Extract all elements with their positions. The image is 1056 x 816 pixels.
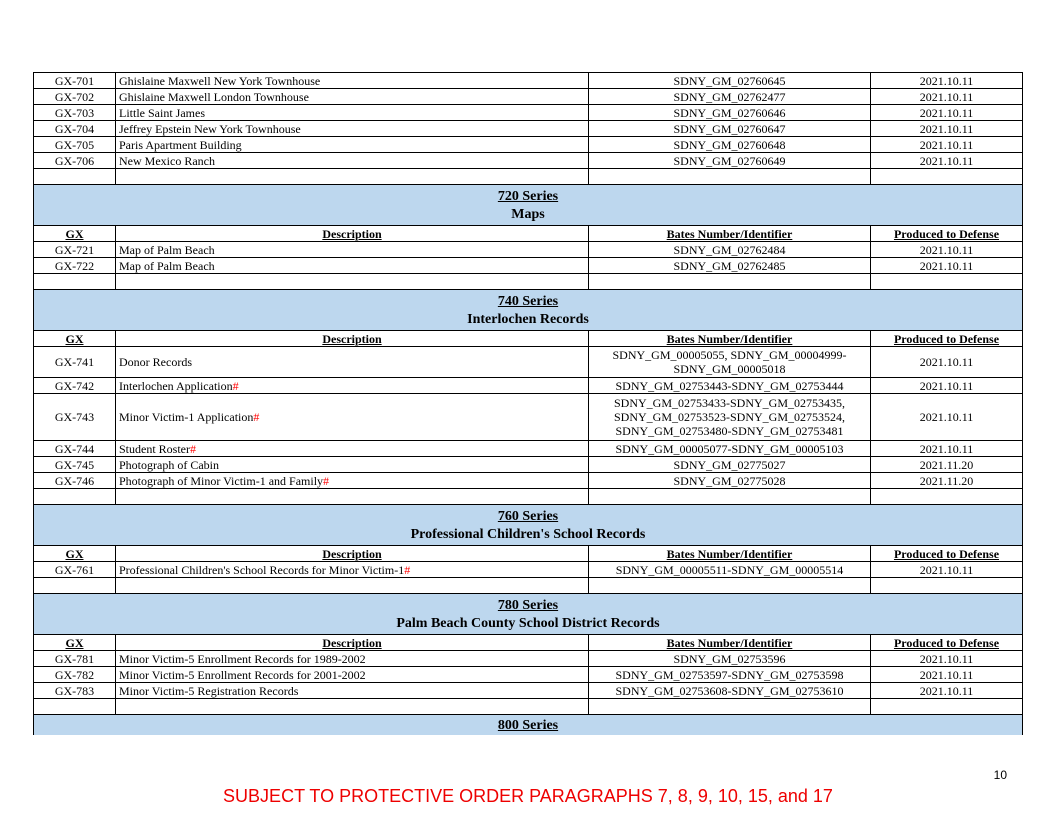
produced-date: 2021.10.11 bbox=[871, 137, 1023, 153]
bates-number: SDNY_GM_02760649 bbox=[589, 153, 871, 169]
column-header-description: Description bbox=[116, 331, 589, 347]
description-text: Minor Victim-1 Application bbox=[119, 410, 254, 424]
gx-number: GX-781 bbox=[34, 651, 116, 667]
bates-number: SDNY_GM_02760647 bbox=[589, 121, 871, 137]
bates-line: SDNY_GM_02753523-SDNY_GM_02753524, bbox=[613, 410, 845, 424]
column-header-bates: Bates Number/Identifier bbox=[589, 635, 871, 651]
bates-number: SDNY_GM_02775027 bbox=[589, 457, 871, 473]
exhibit-description bbox=[116, 473, 589, 489]
column-header-row bbox=[34, 331, 1023, 347]
bates-line: SDNY_GM_02753480-SDNY_GM_02753481 bbox=[615, 424, 844, 438]
gx-number: GX-701 bbox=[34, 73, 116, 89]
table-row bbox=[34, 242, 1023, 258]
exhibit-description bbox=[116, 562, 589, 578]
column-header-description: Description bbox=[116, 546, 589, 562]
table-row bbox=[34, 89, 1023, 105]
bates-number: SDNY_GM_02762477 bbox=[589, 89, 871, 105]
bates-number: SDNY_GM_02753608-SDNY_GM_02753610 bbox=[589, 683, 871, 699]
exhibit-description: Minor Victim-5 Enrollment Records for 1989-2002 bbox=[116, 651, 589, 667]
blank-row bbox=[34, 489, 1023, 505]
table-row bbox=[34, 347, 1023, 378]
column-header-produced: Produced to Defense bbox=[871, 546, 1023, 562]
series-header-740 bbox=[34, 290, 1023, 331]
table-row bbox=[34, 258, 1023, 274]
column-header-gx: GX bbox=[34, 635, 116, 651]
series-title: Interlochen Records bbox=[467, 312, 589, 327]
description-text: Photograph of Minor Victim-1 and Family bbox=[119, 473, 324, 488]
blank-row bbox=[34, 274, 1023, 290]
produced-date: 2021.11.20 bbox=[871, 457, 1023, 473]
exhibit-description: Paris Apartment Building bbox=[116, 137, 589, 153]
table-row bbox=[34, 651, 1023, 667]
produced-date: 2021.10.11 bbox=[871, 73, 1023, 89]
table-row bbox=[34, 105, 1023, 121]
sensitivity-mark: # bbox=[323, 473, 330, 488]
gx-number: GX-703 bbox=[34, 105, 116, 121]
blank-row bbox=[34, 578, 1023, 594]
produced-date: 2021.10.11 bbox=[871, 89, 1023, 105]
sensitivity-mark: # bbox=[232, 378, 239, 393]
series-number: 720 Series bbox=[497, 189, 559, 204]
table-row bbox=[34, 378, 1023, 394]
gx-number: GX-741 bbox=[34, 347, 116, 378]
gx-number: GX-761 bbox=[34, 562, 116, 578]
gx-number: GX-783 bbox=[34, 683, 116, 699]
bates-number: SDNY_GM_02753596 bbox=[589, 651, 871, 667]
description-text: Professional Children's School Records for Minor Victim-1 bbox=[119, 562, 405, 577]
produced-date: 2021.10.11 bbox=[871, 121, 1023, 137]
exhibit-description: Photograph of Cabin bbox=[116, 457, 589, 473]
bates-number: SDNY_GM_02762484 bbox=[589, 242, 871, 258]
blank-row bbox=[34, 169, 1023, 185]
produced-date: 2021.11.20 bbox=[871, 473, 1023, 489]
series-number: 740 Series bbox=[497, 294, 559, 309]
gx-number: GX-743 bbox=[34, 394, 116, 441]
description-text: Student Roster bbox=[119, 441, 190, 456]
table-row bbox=[34, 562, 1023, 578]
bates-number: SDNY_GM_02762485 bbox=[589, 258, 871, 274]
table-row bbox=[34, 137, 1023, 153]
table-row bbox=[34, 73, 1023, 89]
gx-number: GX-742 bbox=[34, 378, 116, 394]
bates-number: SDNY_GM_02753597-SDNY_GM_02753598 bbox=[589, 667, 871, 683]
column-header-gx: GX bbox=[34, 226, 116, 242]
exhibit-description bbox=[116, 394, 589, 441]
produced-date: 2021.10.11 bbox=[871, 441, 1023, 457]
column-header-bates: Bates Number/Identifier bbox=[589, 546, 871, 562]
column-header-produced: Produced to Defense bbox=[871, 331, 1023, 347]
exhibit-description: Ghislaine Maxwell New York Townhouse bbox=[116, 73, 589, 89]
gx-number: GX-782 bbox=[34, 667, 116, 683]
table-row bbox=[34, 121, 1023, 137]
produced-date: 2021.10.11 bbox=[871, 347, 1023, 378]
table-row bbox=[34, 153, 1023, 169]
exhibit-description: New Mexico Ranch bbox=[116, 153, 589, 169]
column-header-row bbox=[34, 635, 1023, 651]
bates-number bbox=[589, 394, 871, 441]
gx-number: GX-702 bbox=[34, 89, 116, 105]
series-title: Maps bbox=[511, 207, 545, 222]
page-number: 10 bbox=[993, 768, 1007, 782]
series-title: Palm Beach County School District Records bbox=[396, 616, 660, 631]
description-text: Interlochen Application bbox=[119, 378, 233, 393]
sensitivity-mark: # bbox=[253, 410, 260, 424]
produced-date: 2021.10.11 bbox=[871, 242, 1023, 258]
produced-date: 2021.10.11 bbox=[871, 105, 1023, 121]
series-header-780 bbox=[34, 594, 1023, 635]
table-row bbox=[34, 394, 1023, 441]
bates-number: SDNY_GM_00005077-SDNY_GM_00005103 bbox=[589, 441, 871, 457]
gx-number: GX-746 bbox=[34, 473, 116, 489]
bates-number: SDNY_GM_02775028 bbox=[589, 473, 871, 489]
series-number: 780 Series bbox=[497, 598, 559, 613]
bates-line: SDNY_GM_00005018 bbox=[673, 362, 786, 376]
produced-date: 2021.10.11 bbox=[871, 258, 1023, 274]
series-number: 800 Series bbox=[497, 718, 559, 733]
gx-number: GX-706 bbox=[34, 153, 116, 169]
protective-order-footer: SUBJECT TO PROTECTIVE ORDER PARAGRAPHS 7, 8, 9, 10, 15, and 17 bbox=[223, 786, 833, 806]
sensitivity-mark: # bbox=[404, 562, 411, 577]
table-row bbox=[34, 667, 1023, 683]
produced-date: 2021.10.11 bbox=[871, 667, 1023, 683]
produced-date: 2021.10.11 bbox=[871, 651, 1023, 667]
produced-date: 2021.10.11 bbox=[871, 394, 1023, 441]
column-header-bates: Bates Number/Identifier bbox=[589, 331, 871, 347]
exhibit-description: Map of Palm Beach bbox=[116, 242, 589, 258]
exhibit-description: Minor Victim-5 Registration Records bbox=[116, 683, 589, 699]
exhibit-description bbox=[116, 378, 589, 394]
gx-number: GX-722 bbox=[34, 258, 116, 274]
bates-number bbox=[589, 347, 871, 378]
column-header-description: Description bbox=[116, 635, 589, 651]
exhibit-description: Jeffrey Epstein New York Townhouse bbox=[116, 121, 589, 137]
gx-number: GX-704 bbox=[34, 121, 116, 137]
column-header-gx: GX bbox=[34, 546, 116, 562]
exhibit-description: Little Saint James bbox=[116, 105, 589, 121]
exhibit-description: Map of Palm Beach bbox=[116, 258, 589, 274]
bates-number: SDNY_GM_02753443-SDNY_GM_02753444 bbox=[589, 378, 871, 394]
exhibit-description: Ghislaine Maxwell London Townhouse bbox=[116, 89, 589, 105]
exhibit-description: Donor Records bbox=[116, 347, 589, 378]
gx-number: GX-705 bbox=[34, 137, 116, 153]
blank-row bbox=[34, 699, 1023, 715]
table-row bbox=[34, 457, 1023, 473]
column-header-produced: Produced to Defense bbox=[871, 635, 1023, 651]
table-row bbox=[34, 473, 1023, 489]
exhibit-description bbox=[116, 441, 589, 457]
bates-number: SDNY_GM_02760646 bbox=[589, 105, 871, 121]
series-header-800 bbox=[34, 715, 1023, 736]
bates-line: SDNY_GM_00005055, SDNY_GM_00004999- bbox=[612, 348, 847, 362]
gx-number: GX-744 bbox=[34, 441, 116, 457]
column-header-produced: Produced to Defense bbox=[871, 226, 1023, 242]
bates-number: SDNY_GM_00005511-SDNY_GM_00005514 bbox=[589, 562, 871, 578]
bates-line: SDNY_GM_02753433-SDNY_GM_02753435, bbox=[613, 396, 845, 410]
column-header-gx: GX bbox=[34, 331, 116, 347]
exhibit-description: Minor Victim-5 Enrollment Records for 2001-2002 bbox=[116, 667, 589, 683]
exhibit-list-table bbox=[33, 72, 1023, 735]
gx-number: GX-721 bbox=[34, 242, 116, 258]
produced-date: 2021.10.11 bbox=[871, 683, 1023, 699]
produced-date: 2021.10.11 bbox=[871, 378, 1023, 394]
bates-number: SDNY_GM_02760648 bbox=[589, 137, 871, 153]
gx-number: GX-745 bbox=[34, 457, 116, 473]
table-row bbox=[34, 441, 1023, 457]
series-number: 760 Series bbox=[497, 509, 559, 524]
column-header-description: Description bbox=[116, 226, 589, 242]
column-header-bates: Bates Number/Identifier bbox=[589, 226, 871, 242]
sensitivity-mark: # bbox=[190, 441, 196, 456]
series-header-720 bbox=[34, 185, 1023, 226]
series-header-760 bbox=[34, 505, 1023, 546]
produced-date: 2021.10.11 bbox=[871, 562, 1023, 578]
bates-number: SDNY_GM_02760645 bbox=[589, 73, 871, 89]
column-header-row bbox=[34, 546, 1023, 562]
produced-date: 2021.10.11 bbox=[871, 153, 1023, 169]
column-header-row bbox=[34, 226, 1023, 242]
series-title: Professional Children's School Records bbox=[410, 527, 646, 542]
table-row bbox=[34, 683, 1023, 699]
